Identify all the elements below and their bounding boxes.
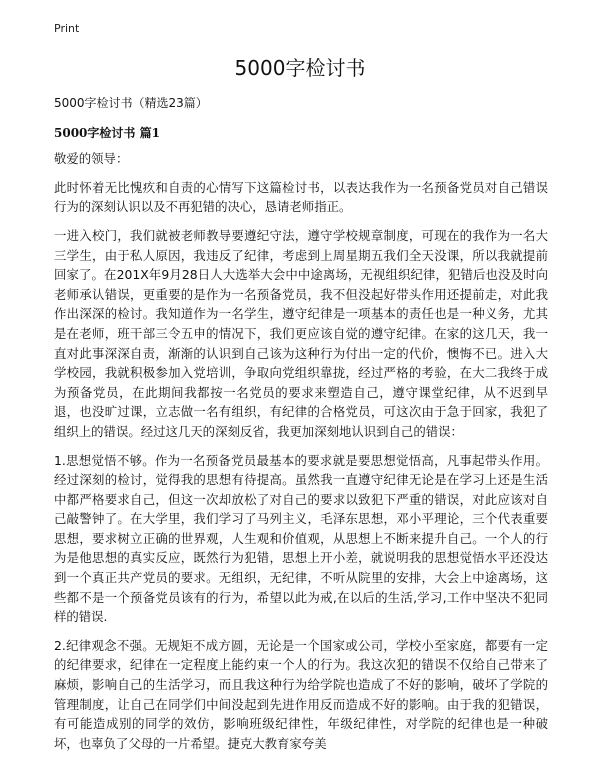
paragraph-background: 一进入校门，我们就被老师教导要遵纪守法，遵守学校规章制度，可现在的我作为一名大三学生，由于私人原因，我违反了纪律，考虑到上周星期五我们全天没课，所以我就提前回家了。在201X年9月28日人大选举大会中中途离场，无视组织纪律，犯错后也没及时向老师承认错误，更重要的是作为一名预备党员，我不但没起好带头作用还提前走，对此我作出深深的检讨。我知道作为一名学生，遵守纪律是一项基本的责任也是一种义务，尤其是在老师，班干部三令五申的情况下，我们更应该自觉的遵守纪律。在家的这几天，我一直对此事深深自责，渐渐的认识到自己该为这种行为付出一定的代价，懊悔不已。进入大学校园，我就积极参加入党培训，争取向党组织靠拢，经过严格的考验，在大二我终于成为预备党员，在此期间我都按一名党员的要求来塑造自己，遵守课堂纪律，从不迟到早退，也没旷过课，立志做一名有组织，有纪律的合格党员，可这次由于急于回家，我犯了组织上的错误。经过这几天的深刻反省，我更加深刻地认识到自己的错误： — [54, 227, 548, 439]
paragraph-intro: 此时怀着无比愧疚和自责的心情写下这篇检讨书，以表达我作为一名预备党员对自己错误行为的深刻认识以及不再犯错的决心，恳请老师指正。 — [54, 179, 548, 215]
salutation: 敬爱的领导： — [54, 151, 129, 167]
print-link[interactable]: Print — [54, 22, 80, 35]
document-subtitle: 5000字检讨书（精选23篇） — [54, 96, 208, 110]
paragraph-point-2: 2.纪律观念不强。无规矩不成方圆，无论是一个国家或公司，学校小至家庭，都要有一定的纪律要求，纪律在一定程度上能约束一个人的行为。我这次犯的错误不仅给自己带来了麻烦，影响自己的生活学习，而且我这种行为给学院也造成了不好的影响，破坏了学院的管理制度，让自己在同学们中间没起到先进作用反而造成不好的影响。由于我的犯错误，有可能造成别的同学的效仿，影响班级纪律性，年级纪律性，对学院的纪律也是一种破坏，也辜负了父母的一片希望。捷克大教育家夸美 — [54, 637, 548, 751]
page-title: 5000字检讨书 — [234, 56, 366, 80]
section-heading: 5000字检讨书 篇1 — [54, 125, 160, 140]
document-body — [54, 94, 548, 762]
paragraph-point-1: 1.思想觉悟不够。作为一名预备党员最基本的要求就是要思想觉悟高，凡事起带头作用。经过深刻的检讨，觉得我的思想有待提高。虽然我一直遵守纪律无论是在学习上还是生活中都严格要求自己，但这一次却放松了对自己的要求以致犯下严重的错误，对此应该对自己敲警钟了。在大学里，我们学习了马列主义，毛泽东思想，邓小平理论，三个代表重要思想，要求树立正确的世界观，人生观和价值观，从思想上不断来提升自己。一个人的行为是他思想的真实反应，既然行为犯错，思想上开小差，就说明我的思想觉悟水平还没达到一个真正共产党员的要求。无组织，无纪律，不听从院里的安排，大会上中途离场，这些都不是一个预备党员该有的行为，希望以此为戒,在以后的生活,学习,工作中坚决不犯同样的错误. — [54, 452, 548, 625]
